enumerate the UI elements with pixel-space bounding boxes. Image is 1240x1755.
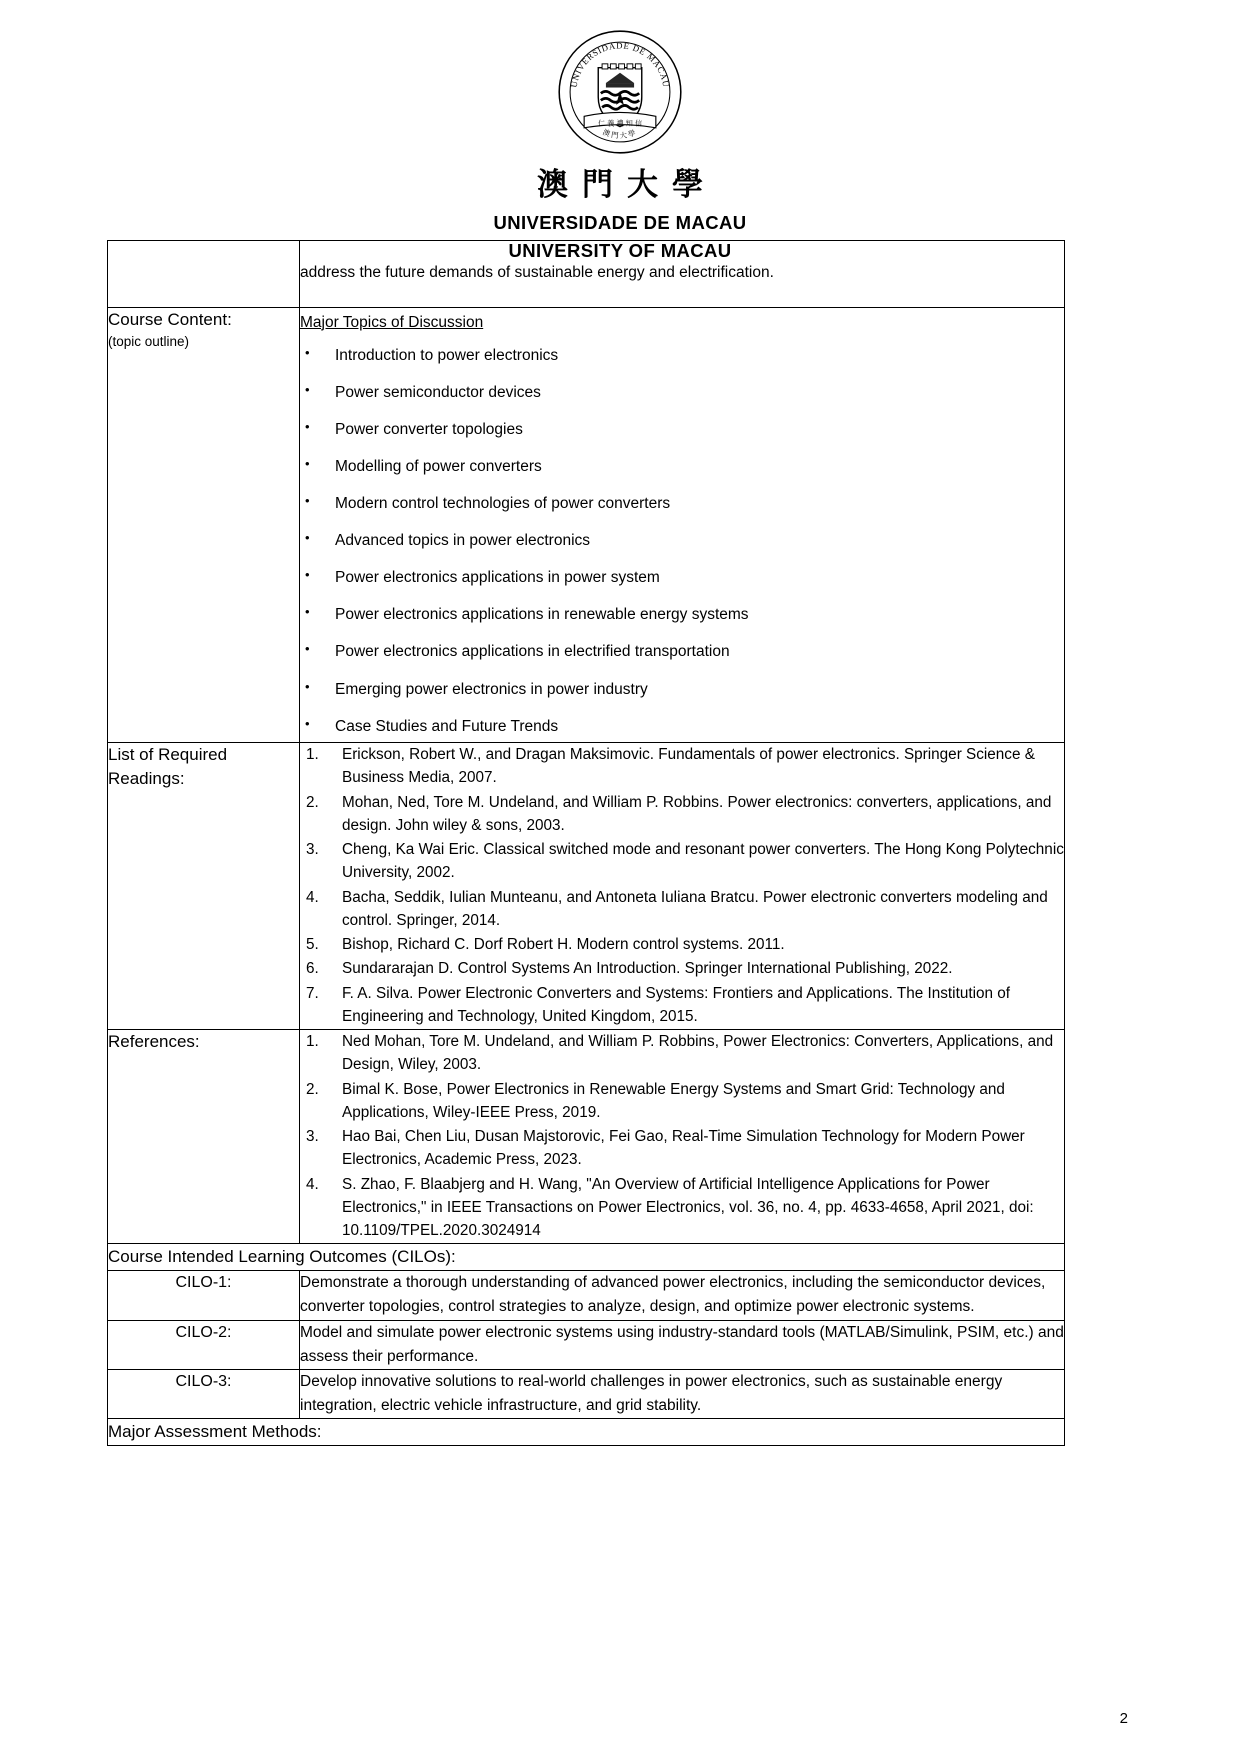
university-crest-icon [556,28,684,156]
cilo-3-text: Develop innovative solutions to real-world challenges in power electronics, such as sustainable energy integration, electric vehicle infrastructure, and grid stability. [300,1369,1065,1418]
list-item: • Modelling of power converters [300,455,1064,479]
major-topics-heading: Major Topics of Discussion [300,313,484,331]
list-item: Bishop, Richard C. Dorf Robert H. Modern control systems. 2011. [342,936,785,954]
course-syllabus-table [107,240,1065,1446]
svg-text:澳門大學: 澳門大學 [601,127,639,141]
required-readings-list [300,743,1064,1028]
list-item: • Power electronics applications in electrified transportation [300,640,1064,664]
assessment-heading: Major Assessment Methods: [108,1419,1065,1446]
list-item: • Power converter topologies [300,418,1064,442]
required-readings-label: List of Required Readings: [108,745,228,789]
references-list [300,1030,1064,1242]
list-item: Mohan, Ned, Tore M. Undeland, and William P. Robbins. Power electronics: converters, applications, and design. John wiley & sons, 2003. [342,793,1052,834]
list-item: Hao Bai, Chen Liu, Dusan Majstorovic, Fei Gao, Real-Time Simulation Technology for Modern Power Electronics, Academic Press, 2023. [342,1128,1025,1169]
references-body-cell [300,1030,1065,1244]
references-label-cell [108,1030,300,1244]
list-item: F. A. Silva. Power Electronic Converters and Systems: Frontiers and Applications. The Institution of Engineering and Technology, United Kingdom, 2015. [342,984,1010,1025]
continuation-label-cell [108,241,300,308]
required-readings-body-cell [300,743,1065,1030]
svg-text:UNIVERSIDADE DE MACAU: UNIVERSIDADE DE MACAU [568,40,672,89]
continuation-body-cell [300,241,1065,308]
list-item: • Advanced topics in power electronics [300,529,1064,553]
university-name-portuguese: UNIVERSIDADE DE MACAU [493,212,747,233]
table-row-course-content [108,307,1065,743]
university-name-english: UNIVERSITY OF MACAU [508,240,732,262]
list-item: • Case Studies and Future Trends [300,715,1064,739]
cilo-2-text: Model and simulate power electronic systems using industry-standard tools (MATLAB/Simulink, PSIM, etc.) and assess their performance. [300,1320,1065,1369]
cilo-2-code: CILO-2: [108,1320,300,1369]
list-item: • Emerging power electronics in power industry [300,678,1064,702]
required-readings-label-cell [108,743,300,1030]
cilo-1-text: Demonstrate a thorough understanding of advanced power electronics, including the semiconductor devices, converter topologies, control strategies to analyze, design, and optimize power electronic systems. [300,1271,1065,1320]
list-item: Erickson, Robert W., and Dragan Maksimovic. Fundamentals of power electronics. Springer Science & Business Media, 2007. [342,746,1035,787]
page-header [0,0,1240,262]
university-name-chinese: 澳門大學 [537,167,717,203]
list-item: Ned Mohan, Tore M. Undeland, and William P. Robbins, Power Electronics: Converters, Applications, and Design, Wiley, 2003. [342,1033,1054,1074]
course-content-body-cell [300,307,1065,743]
cilos-heading: Course Intended Learning Outcomes (CILOs): [108,1244,1065,1271]
list-item: • Introduction to power electronics [300,344,1064,368]
course-content-sublabel: (topic outline) [108,333,190,349]
list-item: Sundararajan D. Control Systems An Introduction. Springer International Publishing, 2022. [342,960,953,978]
table-row-cilo-1 [108,1271,1065,1320]
table-row-continuation [108,241,1065,308]
list-item: • Modern control technologies of power converters [300,492,1064,516]
continuation-text: address the future demands of sustainable energy and electrification. [300,264,774,281]
svg-text:仁 義 禮 知 信: 仁 義 禮 知 信 [597,118,643,128]
list-item: Cheng, Ka Wai Eric. Classical switched mode and resonant power converters. The Hong Kong Polytechnic University, 2002. [342,841,1064,882]
table-row-required-readings [108,743,1065,1030]
list-item: Bimal K. Bose, Power Electronics in Renewable Energy Systems and Smart Grid: Technology and Applications, Wiley-IEEE Press, 2019. [342,1080,1005,1121]
list-item: S. Zhao, F. Blaabjerg and H. Wang, "An Overview of Artificial Intelligence Applications for Power Electronics," in IEEE Transactions on Power Electronics, vol. 36, no. 4, pp. 4633-4658, April 2021, doi: 10.1109/TPEL.2020.3024914 [342,1175,1034,1240]
table-row-cilo-2 [108,1320,1065,1369]
list-item: • Power electronics applications in renewable energy systems [300,603,1064,627]
table-row-cilos-heading [108,1244,1065,1271]
cilo-1-code: CILO-1: [108,1271,300,1320]
course-content-label: Course Content: [108,309,232,329]
table-row-cilo-3 [108,1369,1065,1418]
list-item: • Power electronics applications in power system [300,566,1064,590]
list-item: Bacha, Seddik, Iulian Munteanu, and Antoneta Iuliana Bratcu. Power electronic converters modeling and control. Springer, 2014. [342,888,1048,929]
page-number: 2 [1119,1710,1128,1727]
course-content-label-cell [108,307,300,743]
table-row-assessment-heading [108,1419,1065,1446]
course-topics-list [300,344,1064,738]
references-label: References: [108,1032,200,1052]
list-item: • Power semiconductor devices [300,381,1064,405]
table-row-references [108,1030,1065,1244]
cilo-3-code: CILO-3: [108,1369,300,1418]
